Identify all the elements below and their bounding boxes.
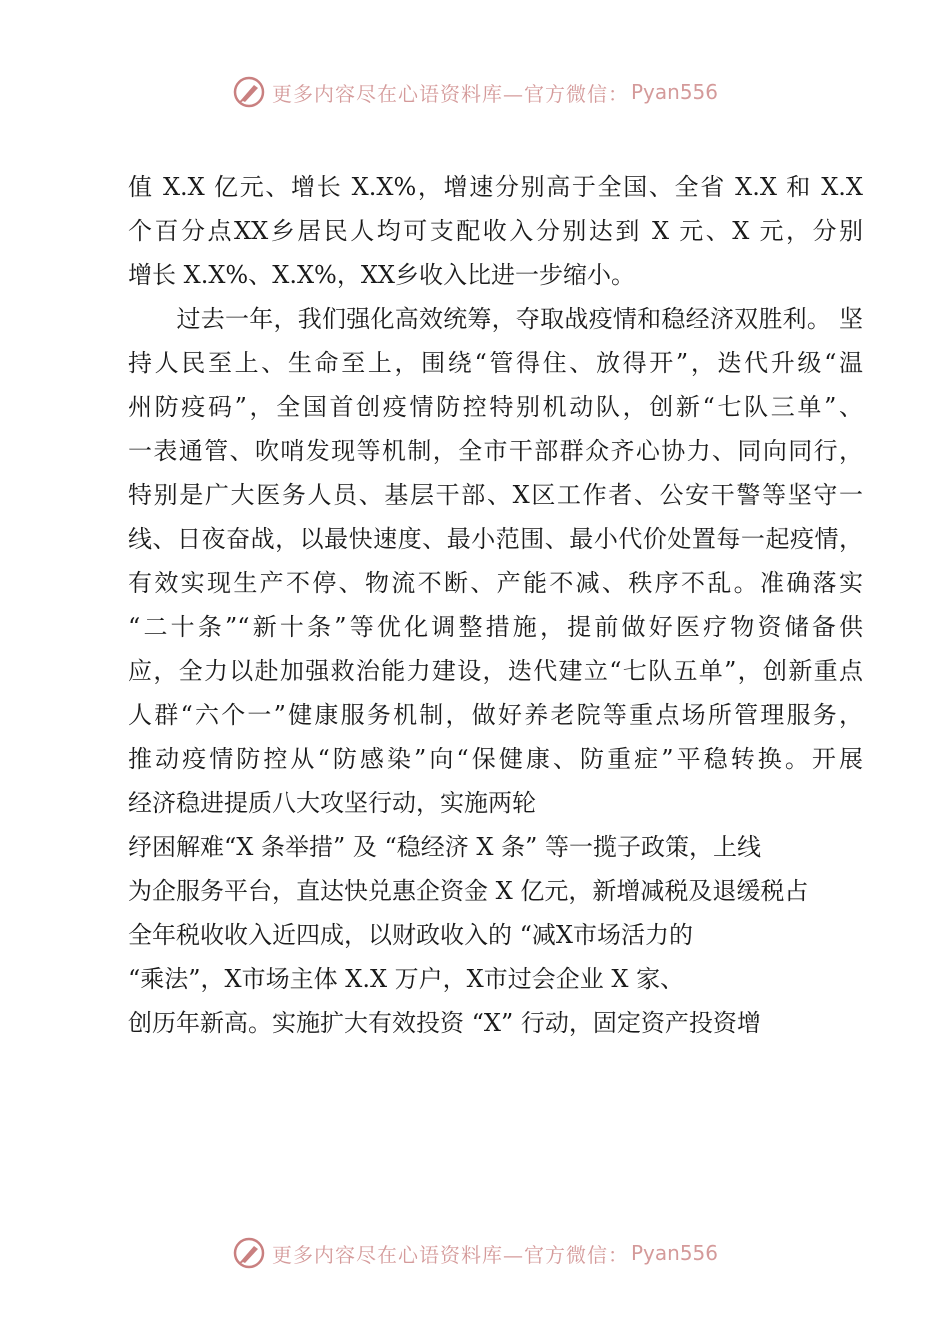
header-watermark — [0, 70, 950, 114]
footer-watermark — [0, 1231, 950, 1275]
pen-logo-icon — [232, 1236, 266, 1270]
watermark-text: 更多内容尽在心语资料库—官方微信： — [271, 81, 629, 106]
text-line: 人群“六个一”健康服务机制，做好养老院等重点场所管理服务， — [128, 701, 863, 729]
document-body — [128, 165, 863, 1045]
watermark-text: 更多内容尽在心语资料库—官方微信： — [271, 1242, 629, 1267]
watermark-id: Pyan556 — [630, 80, 718, 104]
text-line: 持人民至上、生命至上，围绕“管得住、放得开”，迭代升级“温 — [128, 349, 863, 377]
text-line: 有效实现生产不停、物流不断、产能不减、秩序不乱。准确落实 — [128, 569, 863, 597]
text-line: 创历年新高。实施扩大有效投资 “X” 行动，固定资产投资增 — [128, 1009, 761, 1037]
text-line: 增长 X.X%、X.X%，XX乡收入比进一步缩小。 — [128, 261, 636, 289]
text-line: 线、日夜奋战，以最快速度、最小范围、最小代价处置每一起疫情， — [128, 525, 863, 553]
text-line: 纾困解难“X 条举措” 及 “稳经济 X 条” 等一揽子政策，上线 — [128, 833, 762, 861]
text-line: 全年税收收入近四成，以财政收入的 “减X市场活力的 — [128, 921, 693, 949]
text-line: “二十条”“新十条”等优化调整措施，提前做好医疗物资储备供 — [128, 613, 863, 641]
text-line: 经济稳进提质八大攻坚行动，实施两轮 — [128, 789, 536, 817]
text-line: 应，全力以赴加强救治能力建设，迭代建立“七队五单”，创新重点 — [128, 657, 863, 685]
text-line: 推动疫情防控从“防感染”向“保健康、防重症”平稳转换。开展 — [128, 745, 863, 773]
text-line: 州防疫码”，全国首创疫情防控特别机动队，创新“七队三单”、 — [128, 393, 863, 421]
text-line: 一表通管、吹哨发现等机制，全市干部群众齐心协力、同向同行， — [128, 437, 863, 465]
text-line: 特别是广大医务人员、基层干部、X区工作者、公安干警等坚守一 — [128, 481, 863, 509]
text-line: “乘法”，X市场主体 X.X 万户，X市过会企业 X 家、 — [128, 965, 685, 993]
text-line: 个百分点XX乡居民人均可支配收入分别达到 X 元、X 元，分别 — [128, 217, 863, 245]
pen-logo-icon — [232, 75, 266, 109]
text-line: 为企服务平台，直达快兑惠企资金 X 亿元，新增减税及退缓税占 — [128, 877, 809, 905]
text-line: 过去一年，我们强化高效统筹，夺取战疫情和稳经济双胜利。 坚 — [128, 305, 863, 333]
text-line: 值 X.X 亿元、增长 X.X%，增速分别高于全国、全省 X.X 和 X.X — [128, 173, 863, 201]
watermark-id: Pyan556 — [630, 1241, 718, 1265]
